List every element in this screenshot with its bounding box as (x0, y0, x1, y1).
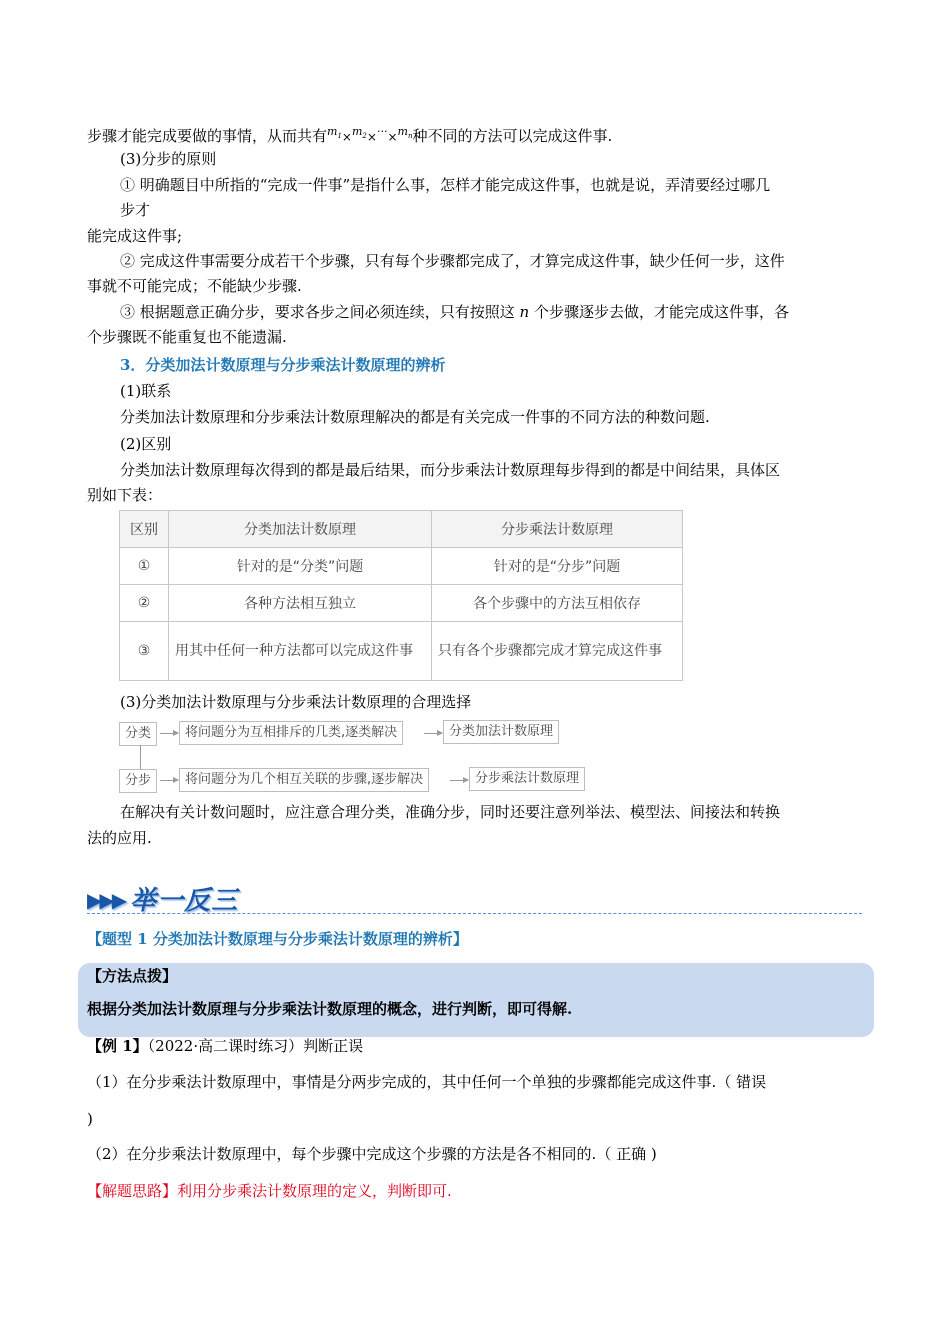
example-label: 【例 1】 (87, 1037, 148, 1055)
comparison-table (119, 510, 683, 681)
example-q1-close: ) (87, 1110, 93, 1128)
table-cell: 各个步骤中的方法互相依存 (432, 585, 683, 622)
banner-title: 举一反三 (130, 886, 239, 916)
method-title: 【方法点拨】 (87, 967, 178, 985)
table-row (120, 585, 683, 622)
flow-box-addition: 分类加法计数原理 (443, 720, 559, 744)
example-header (87, 1035, 363, 1057)
banner-divider (87, 913, 862, 914)
principle-title: (3)分步的原则 (120, 150, 217, 168)
hint-label: 【解题思路】 (87, 1182, 178, 1200)
flow-box-step-desc: 将问题分为几个相互关联的步骤,逐步解决 (179, 768, 429, 792)
flow-box-step: 分步 (119, 769, 157, 793)
table-row (120, 622, 683, 681)
flow-box-classify-desc: 将问题分为互相排斥的几类,逐类解决 (179, 721, 403, 745)
link-title: (1)联系 (120, 382, 172, 400)
table-header: 区别 (120, 511, 169, 548)
formula-dots: ··· (376, 125, 388, 138)
diff-title: (2)区别 (120, 435, 172, 453)
table-row (120, 548, 683, 585)
intro-suffix: 种不同的方法可以完成这件事. (412, 127, 613, 145)
table-cell: 用其中任何一种方法都可以完成这件事 (169, 622, 432, 681)
section3-heading: 3．分类加法计数原理与分步乘法计数原理的辨析 (120, 356, 446, 374)
example-source: （2022·高二课时练习）判断正误 (147, 1037, 364, 1055)
type1-heading: 【题型 1 分类加法计数原理与分步乘法计数原理的辨析】 (87, 930, 468, 948)
principle-3-line2: 个步骤既不能重复也不能遗漏. (87, 328, 287, 346)
chevron-icon: ▶▶▶ (87, 888, 125, 912)
principle-1-line2: 步才 (120, 201, 151, 219)
flow-arrow (424, 733, 442, 734)
principle-2-line2: 事就不可能完成；不能缺少步骤. (87, 277, 302, 295)
intro-line (87, 121, 612, 148)
table-header-row (120, 511, 683, 548)
times-1: × (341, 130, 352, 144)
choice-note-line1: 在解决有关计数问题时，应注意合理分类，准确分步，同时还要注意列举法、模型法、间接法和转换 (120, 803, 781, 821)
intro-prefix: 步骤才能完成要做的事情，从而共有 (87, 127, 328, 145)
hint-text: 利用分步乘法计数原理的定义，判断即可. (177, 1182, 452, 1200)
link-text: 分类加法计数原理和分步乘法计数原理解决的都是有关完成一件事的不同方法的种数问题. (120, 408, 710, 426)
table-header: 分类加法计数原理 (169, 511, 432, 548)
practice-banner (87, 880, 238, 917)
diff-line1: 分类加法计数原理每次得到的都是最后结果，而分步乘法计数原理每步得到的都是中间结果，具体区 (120, 461, 781, 479)
table-cell: 只有各个步骤都完成才算完成这件事 (432, 622, 683, 681)
table-cell: ② (120, 585, 169, 622)
times-2: × (366, 130, 377, 144)
table-cell: 针对的是“分步”问题 (432, 548, 683, 585)
flow-box-classify: 分类 (119, 722, 157, 746)
diff-line2: 别如下表： (87, 486, 163, 504)
flow-connector (140, 745, 141, 769)
principle-3-line1: ③ 根据题意正确分步，要求各步之间必须连续，只有按照这 n 个步骤逐步去做，才能完成这件事，各 (120, 303, 789, 321)
principle-2-line1: ② 完成这件事需要分成若干个步骤，只有每个步骤都完成了，才算完成这件事，缺少任何一步，这件 (120, 252, 785, 270)
times-3: × (387, 130, 398, 144)
flow-arrow (160, 780, 178, 781)
principle-1-line1: ① 明确题目中所指的“完成一件事”是指什么事，怎样才能完成这件事，也就是说，弄清要经过哪几 (120, 176, 771, 194)
example-q1: （1）在分步乘法计数原理中，事情是分两步完成的，其中任何一个单独的步骤都能完成这件事.（ 错误 (87, 1073, 767, 1091)
table-header: 分步乘法计数原理 (432, 511, 683, 548)
method-text: 根据分类加法计数原理与分步乘法计数原理的概念，进行判断，即可得解. (87, 1000, 573, 1018)
table-cell: ③ (120, 622, 169, 681)
table-cell: 各种方法相互独立 (169, 585, 432, 622)
table-cell: ① (120, 548, 169, 585)
formula-m1: m1 (327, 125, 342, 141)
flow-arrow (450, 780, 468, 781)
example-q2: （2）在分步乘法计数原理中，每个步骤中完成这个步骤的方法是各不相同的.（ 正确 ) (87, 1145, 657, 1163)
formula-mn: mn (397, 125, 413, 141)
formula-m2: m2 (351, 125, 367, 141)
flow-box-multiplication: 分步乘法计数原理 (469, 767, 585, 791)
choice-title: (3)分类加法计数原理与分步乘法计数原理的合理选择 (120, 693, 472, 711)
choice-note-line2: 法的应用. (87, 829, 152, 847)
principle-1-line3: 能完成这件事; (87, 227, 183, 245)
example-hint (87, 1180, 452, 1202)
flow-arrow (160, 733, 178, 734)
table-cell: 针对的是“分类”问题 (169, 548, 432, 585)
